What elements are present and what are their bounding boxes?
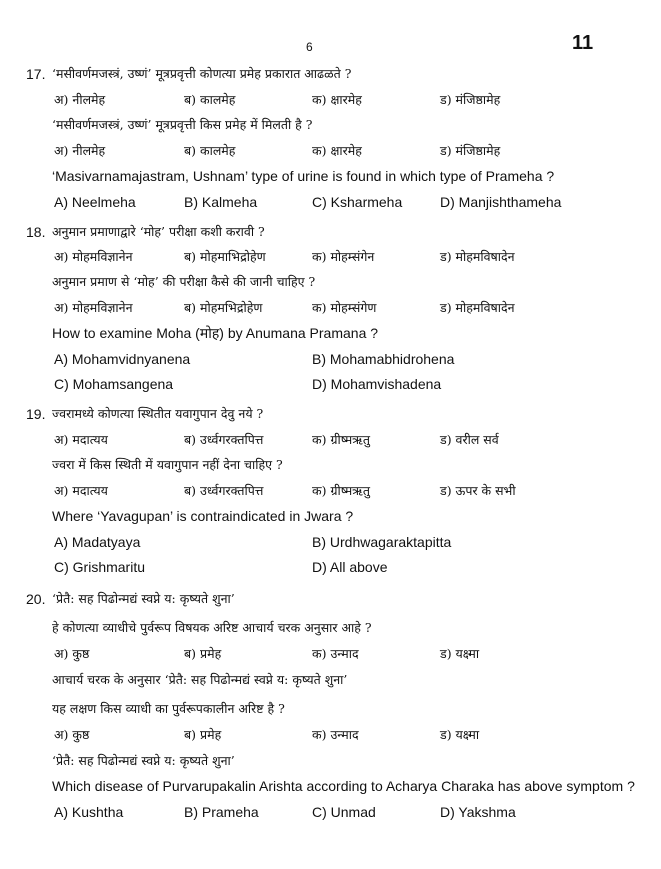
question-text-english: ‘Masivarnamajastram, Ushnam’ type of urine is found in which type of Prameha ? — [52, 168, 555, 184]
page-number: 6 — [306, 40, 313, 54]
question-text-marathi: अनुमान प्रमाणाद्वारे ‘मोह’ परीक्षा कशी करावी ? — [52, 224, 265, 239]
question-quote-hindi: आचार्य चरक के अनुसार ‘प्रेतै: सह पिढोन्मद्यं स्वप्ने य: कृष्यते शुना’ — [52, 672, 348, 687]
question-text-hindi: ज्वरा में किस स्थिती में यवागुपान नहीं देना चाहिए ? — [52, 457, 283, 472]
option-c-hindi: क) क्षारमेह — [312, 143, 362, 158]
option-d-hindi: ड) यक्ष्मा — [440, 727, 480, 742]
option-d-hindi: ड) ऊपर के सभी — [440, 483, 516, 498]
option-a-hindi: अ) नीलमेह — [54, 143, 106, 158]
option-b-english: B) Mohamabhidrohena — [312, 351, 455, 367]
question-text-hindi: ‘मसीवर्णमजस्त्रं, उष्णं’ मूत्रप्रवृत्ती किस प्रमेह में मिलती है ? — [52, 117, 313, 132]
option-b-english: B) Prameha — [184, 804, 259, 820]
option-c-hindi: क) मोहम्संगेण — [312, 300, 377, 315]
option-b-hindi: ब) कालमेह — [184, 143, 236, 158]
option-a-hindi: अ) कुष्ठ — [54, 727, 90, 742]
option-b-hindi: ब) प्रमेह — [184, 727, 222, 742]
question-quote-english: ‘प्रेतै: सह पिढोन्मद्यं स्वप्ने य: कृष्यते शुना’ — [52, 753, 235, 768]
option-c-marathi: क) क्षारमेह — [312, 92, 362, 107]
option-a-english: A) Neelmeha — [54, 194, 136, 210]
option-b-marathi: ब) प्रमेह — [184, 646, 222, 661]
option-d-marathi: ड) यक्ष्मा — [440, 646, 480, 661]
option-d-hindi: ड) मंजिष्ठामेह — [440, 143, 501, 158]
option-c-marathi: क) उन्माद — [312, 646, 359, 661]
question-quote-marathi: ‘प्रेतै: सह पिढोन्मद्यं स्वप्ने य: कृष्यते शुना’ — [52, 591, 235, 606]
question-number: 20. — [26, 591, 46, 607]
option-d-hindi: ड) मोहमविषादेन — [440, 300, 515, 315]
option-d-english: D) Yakshma — [440, 804, 516, 820]
option-c-marathi: क) ग्रीष्मऋतु — [312, 432, 370, 447]
question-text-english: Where ‘Yavagupan’ is contraindicated in Jwara ? — [52, 508, 354, 524]
option-a-english: A) Madatyaya — [54, 534, 141, 550]
option-c-english: C) Ksharmeha — [312, 194, 403, 210]
option-a-marathi: अ) कुष्ठ — [54, 646, 90, 661]
option-b-english: B) Urdhwagaraktapitta — [312, 534, 452, 550]
option-c-english: C) Unmad — [312, 804, 376, 820]
question-number: 17. — [26, 66, 46, 82]
question-text-english: Which disease of Purvarupakalin Arishta according to Acharya Charaka has above symptom ? — [52, 778, 635, 794]
question-number: 19. — [26, 406, 46, 422]
question-number: 18. — [26, 224, 46, 240]
question-text-marathi: हे कोणत्या व्याधीचे पुर्वरूप विषयक अरिष्ट आचार्य चरक अनुसार आहे ? — [52, 620, 372, 635]
option-d-english: D) Manjishthameha — [440, 194, 562, 210]
option-a-hindi: अ) मदात्यय — [54, 483, 108, 498]
question-text-marathi: ‘मसीवर्णमजस्त्रं, उष्णं’ मूत्रप्रवृत्ती कोणत्या प्रमेह प्रकारात आढळते ? — [52, 66, 352, 81]
option-c-hindi: क) उन्माद — [312, 727, 359, 742]
question-text-hindi: यह लक्षण किस व्याधी का पुर्वरूपकालीन अरिष्ट है ? — [52, 701, 285, 716]
option-d-marathi: ड) मंजिष्ठामेह — [440, 92, 501, 107]
option-c-english: C) Grishmaritu — [54, 559, 146, 575]
option-b-hindi: ब) मोहमभिद्रोहेण — [184, 300, 263, 315]
option-c-hindi: क) ग्रीष्मऋतु — [312, 483, 370, 498]
option-a-english: A) Mohamvidnyanena — [54, 351, 191, 367]
question-text-hindi: अनुमान प्रमाण से ‘मोह’ की परीक्षा कैसे की जानी चाहिए ? — [52, 274, 316, 289]
question-text-english: How to examine Moha (मोह) by Anumana Pramana ? — [52, 325, 379, 341]
option-b-hindi: ब) उर्ध्वगरक्तपित्त — [184, 483, 264, 498]
option-a-hindi: अ) मोहमविज्ञानेन — [54, 300, 133, 315]
option-d-english: D) Mohamvishadena — [312, 376, 442, 392]
option-c-english: C) Mohamsangena — [54, 376, 174, 392]
option-c-marathi: क) मोहम्संगेन — [312, 249, 375, 264]
option-a-marathi: अ) मदात्यय — [54, 432, 108, 447]
option-d-marathi: ड) वरील सर्व — [440, 432, 499, 447]
option-b-english: B) Kalmeha — [184, 194, 258, 210]
option-b-marathi: ब) मोहमाभिद्रोहेण — [184, 249, 266, 264]
option-d-marathi: ड) मोहमविषादेन — [440, 249, 515, 264]
option-d-english: D) All above — [312, 559, 388, 575]
option-a-marathi: अ) नीलमेह — [54, 92, 106, 107]
set-code: 11 — [572, 32, 594, 54]
option-b-marathi: ब) कालमेह — [184, 92, 236, 107]
option-b-marathi: ब) उर्ध्वगरक्तपित्त — [184, 432, 264, 447]
question-text-marathi: ज्वरामध्ये कोणत्या स्थितीत यवागुपान देवु नये ? — [52, 406, 264, 421]
option-a-english: A) Kushtha — [54, 804, 124, 820]
option-a-marathi: अ) मोहमविज्ञानेन — [54, 249, 133, 264]
